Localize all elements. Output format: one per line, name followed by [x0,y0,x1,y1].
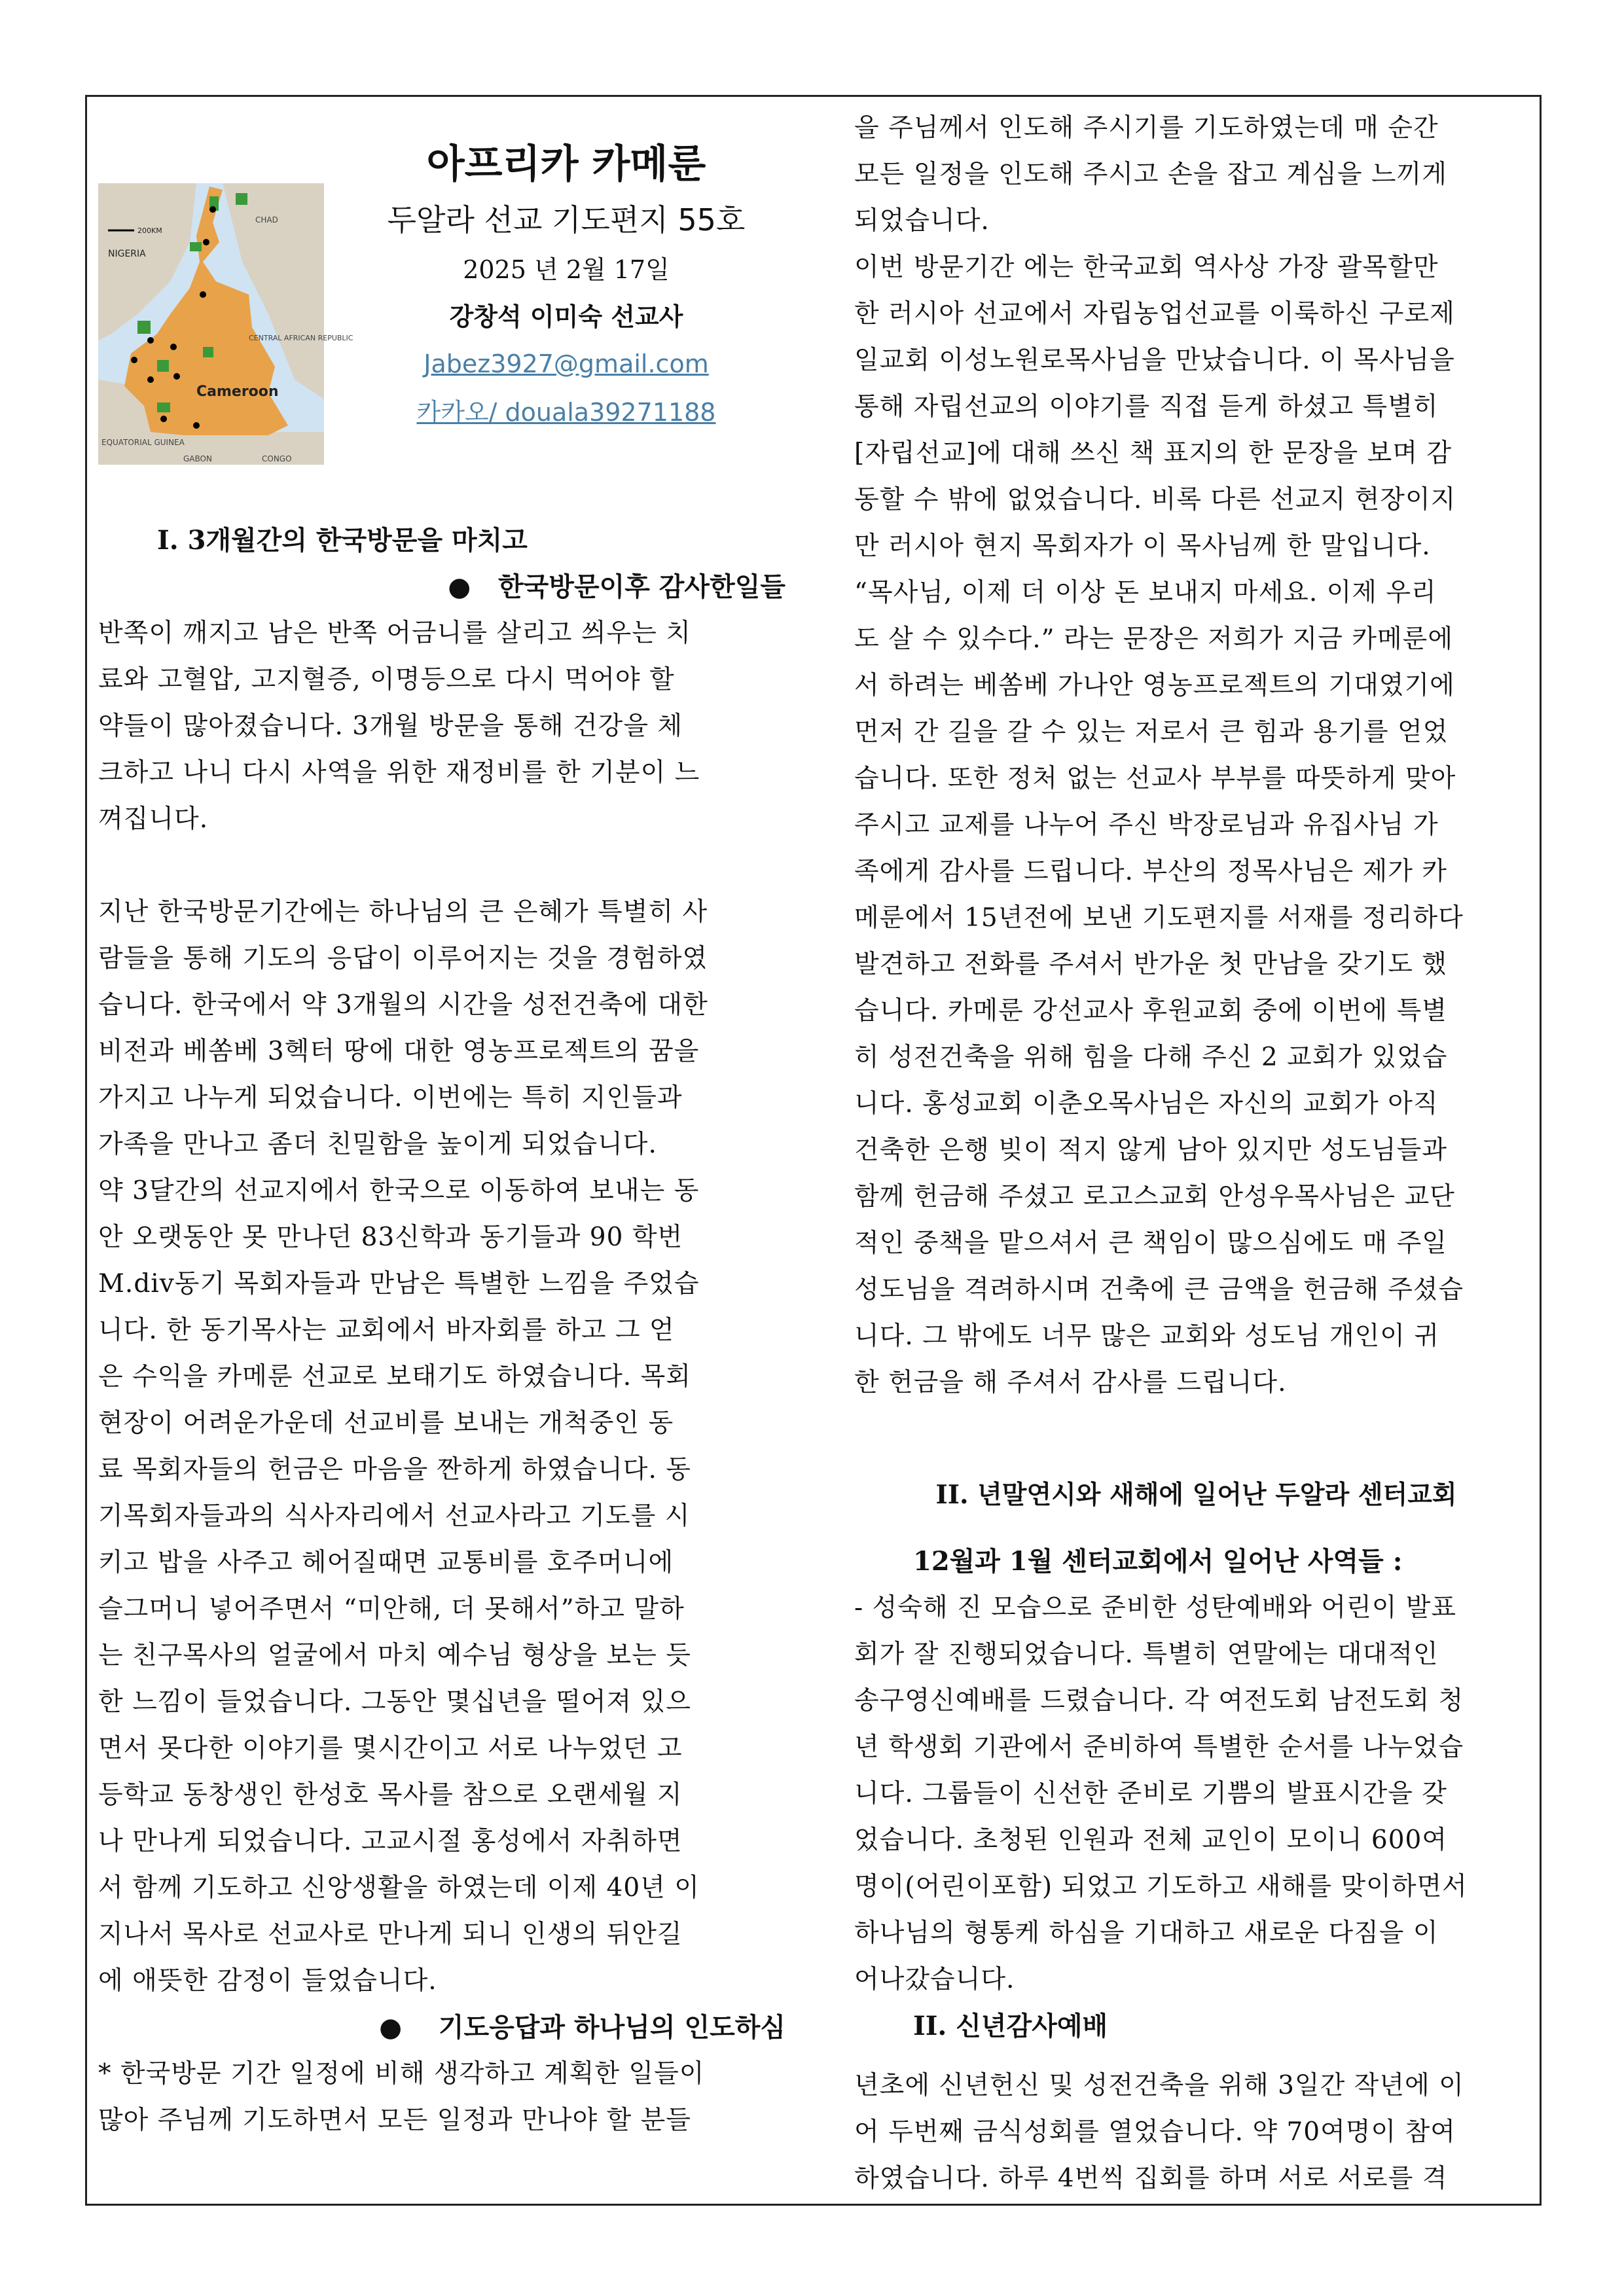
right-para-3 [854,2062,1538,2202]
map-label-scale: 200KM [137,226,162,235]
map-label-chad: CHAD [255,215,278,224]
text-line: 메룬에서 15년전에 보낸 기도편지를 서재를 정리하다 [854,903,1464,933]
text-line: 히 성전건축을 위해 힘을 다해 주신 2 교회가 있었습 [854,1043,1448,1072]
missionary-names: 강창석 이미숙 선교사 [449,302,683,331]
text-line: 을 주님께서 인도해 주시기를 기도하였는데 매 순간 [854,113,1439,143]
bullet-heading-1: ● 한국방문이후 감사한일들 [448,571,785,602]
text-line: 료와 고혈압, 고지혈증, 이명등으로 다시 먹어야 할 [98,665,675,694]
text-line: 약 3달간의 선교지에서 한국으로 이동하여 보내는 동 [98,1176,700,1206]
email-link[interactable]: Jabez3927@gmail.com [424,350,709,378]
right-para-2 [854,1585,1538,2003]
cameroon-map-icon [98,183,353,465]
text-line: 크하고 나니 다시 사역을 위한 재정비를 한 기분이 느 [98,758,700,787]
text-line: 많아 주님께 기도하면서 모든 일정과 만나야 할 분들 [98,2106,691,2135]
left-para-3 [98,2051,785,2144]
text-line: 습니다. 카메룬 강선교사 후원교회 중에 이번에 특별 [854,996,1447,1026]
text-line: 니다. 그 밖에도 너무 많은 교회와 성도님 개인이 귀 [854,1321,1440,1351]
text-line: 등학교 동창생인 한성호 목사를 참으로 오랜세월 지 [98,1780,683,1810]
text-line: 발견하고 전화를 주셔서 반가운 첫 만남을 갖기도 했 [854,950,1447,979]
letter-header [98,95,785,488]
right-para-1 [854,105,1538,1406]
text-line: 회가 잘 진행되었습니다. 특별히 연말에는 대대적인 [854,1640,1439,1669]
text-line: 안 오랫동안 못 만나던 83신학과 동기들과 90 학번 [98,1223,683,1252]
text-line: 지나서 목사로 선교사로 만나게 되니 인생의 뒤안길 [98,1920,683,1949]
letter-subtitle: 두알라 선교 기도편지 55호 [387,202,746,238]
text-line: 약들이 많아졌습니다. 3개월 방문을 통해 건강을 체 [98,711,683,741]
text-line: 어나갔습니다. [854,1965,1015,1994]
text-line: 었습니다. 초청된 인원과 전체 교인이 모이니 600여 [854,1825,1448,1855]
text-line: 가족을 만나고 좀더 친밀함을 높이게 되었습니다. [98,1130,657,1159]
text-line: 적인 중책을 맡으셔서 큰 책임이 많으심에도 매 주일 [854,1229,1447,1258]
bullet-heading-2: ● 기도응답과 하나님의 인도하심 [379,2012,785,2043]
left-para-1 [98,610,785,842]
text-line: * 한국방문 기간 일정에 비해 생각하고 계획한 일들이 [98,2059,705,2089]
text-line: 에 애뜻한 감정이 들었습니다. [98,1966,437,1996]
text-line: 서 하려는 베쏨베 가나안 영농프로젝트의 기대였기에 [854,671,1455,700]
text-line: 니다. 그룹들이 신선한 준비로 기쁨의 발표시간을 갖 [854,1779,1447,1808]
left-para-2 [98,889,785,2004]
text-line: 도 살 수 있수다.” 라는 문장은 저희가 지금 카메룬에 [854,624,1453,654]
text-line: 주시고 교제를 나누어 주신 박장로님과 유집사님 가 [854,810,1439,840]
letter-title: 아프리카 카메룬 [426,141,706,187]
text-line: 동할 수 밖에 없었습니다. 비록 다른 선교지 현장이지 [854,485,1456,514]
text-line: 는 친구목사의 얼굴에서 마치 예수님 형상을 보는 듯 [98,1641,691,1670]
text-line: M.div동기 목회자들과 만남은 특별한 느낌을 주었습 [98,1269,700,1299]
text-line: 년 학생회 기관에서 준비하여 특별한 순서를 나누었습 [854,1732,1464,1762]
text-line: 니다. 한 동기목사는 교회에서 바자회를 하고 그 얻 [98,1316,675,1345]
text-line: 한 러시아 선교에서 자립농업선교를 이룩하신 구로제 [854,299,1455,329]
map-label-congo: CONGO [262,454,292,463]
text-line: 지난 한국방문기간에는 하나님의 큰 은혜가 특별히 사 [98,897,708,927]
text-line: 어 두번째 금식성회를 열었습니다. 약 70여명이 참여 [854,2117,1456,2147]
letter-date: 2025 년 2월 17일 [463,255,670,284]
text-line: 은 수익을 카메룬 선교로 보태기도 하였습니다. 목회 [98,1362,691,1391]
subhead-new-year-service: II. 신년감사예배 [913,2011,1108,2041]
section-2-heading: II. 년말연시와 새해에 일어난 두알라 센터교회 [935,1480,1457,1510]
text-line: 비전과 베쏨베 3헥터 땅에 대한 영농프로젝트의 꿈을 [98,1037,700,1066]
text-line: 서 함께 기도하고 신앙생활을 하였는데 이제 40년 이 [98,1873,700,1903]
text-line: 통해 자립선교의 이야기를 직접 듣게 하셨고 특별히 [854,392,1439,422]
map-label-gabon: GABON [183,454,212,463]
right-column [854,105,1538,2202]
text-line: 반쪽이 깨지고 남은 반쪽 어금니를 살리고 씌우는 치 [98,619,691,648]
text-line: [자립선교]에 대해 쓰신 책 표지의 한 문장을 보며 감 [854,439,1453,468]
text-line: 모든 일정을 인도해 주시고 손을 잡고 계심을 느끼게 [854,160,1447,189]
text-line: 한 느낌이 들었습니다. 그동안 몇십년을 떨어져 있으 [98,1687,691,1717]
text-line: 슬그머니 넣어주면서 “미안해, 더 못해서”하고 말하 [98,1594,685,1624]
bullet-heading-2-text: 기도응답과 하나님의 인도하심 [438,2012,785,2043]
text-line: 습니다. 또한 정처 없는 선교사 부부를 따뜻하게 맞아 [854,764,1456,793]
text-line: 가지고 나누게 되었습니다. 이번에는 특히 지인들과 [98,1083,683,1113]
section-1-heading: I. 3개월간의 한국방문을 마치고 [157,525,528,556]
text-line: 현장이 어려운가운데 선교비를 보내는 개척중인 동 [98,1408,674,1438]
text-line: 되었습니다. [854,206,990,236]
text-line: 람들을 통해 기도의 응답이 이루어지는 것을 경험하였 [98,944,708,973]
text-line: 껴집니다. [98,804,209,834]
map-label-car: CENTRAL AFRICAN REPUBLIC [249,334,353,342]
text-line: 년초에 신년헌신 및 성전건축을 위해 3일간 작년에 이 [854,2071,1464,2100]
text-line: 면서 못다한 이야기를 몇시간이고 서로 나누었던 고 [98,1734,683,1763]
text-line: 일교회 이성노원로목사님을 만났습니다. 이 목사님을 [854,346,1455,375]
text-line: 키고 밥을 사주고 헤어질때면 교통비를 호주머니에 [98,1548,674,1577]
text-line: 료 목회자들의 헌금은 마음을 짠하게 하였습니다. 동 [98,1455,691,1484]
text-line: 니다. 홍성교회 이춘오목사님은 자신의 교회가 아직 [854,1089,1439,1119]
text-line: 만 러시아 현지 목회자가 이 목사님께 한 말입니다. [854,531,1431,561]
text-line: 한 헌금을 해 주셔서 감사를 드립니다. [854,1368,1287,1397]
text-line: 하나님의 형통케 하심을 기대하고 새로운 다짐을 이 [854,1918,1439,1948]
text-line: 하였습니다. 하루 4번씩 집회를 하며 서로 서로를 격 [854,2164,1448,2193]
map-label-eq-guinea: EQUATORIAL GUINEA [101,438,185,447]
text-line: 성도님을 격려하시며 건축에 큰 금액을 헌금해 주셨습 [854,1275,1464,1304]
text-line: - 성숙해 진 모습으로 준비한 성탄예배와 어린이 발표 [854,1593,1457,1623]
left-column [98,517,785,2144]
text-line: “목사님, 이제 더 이상 돈 보내지 마세요. 이제 우리 [854,578,1437,607]
text-line: 함께 헌금해 주셨고 로고스교회 안성우목사님은 교단 [854,1182,1455,1211]
text-line: 습니다. 한국에서 약 3개월의 시간을 성전건축에 대한 [98,990,708,1020]
map-label-country: Cameroon [196,384,279,400]
text-line: 명이(어린이포함) 되었고 기도하고 새해를 맞이하면서 [854,1872,1468,1901]
text-line: 건축한 은행 빚이 적지 않게 남아 있지만 성도님들과 [854,1136,1447,1165]
text-line: 족에게 감사를 드립니다. 부산의 정목사님은 제가 카 [854,857,1447,886]
cameroon-map [98,183,353,465]
text-line: 먼저 간 길을 갈 수 있는 저로서 큰 힘과 용기를 얻었 [854,717,1449,747]
map-label-nigeria: NIGERIA [108,249,146,259]
text-line: 이번 방문기간 에는 한국교회 역사상 가장 괄목할만 [854,253,1439,282]
text-line: 기목회자들과의 식사자리에서 선교사라고 기도를 시 [98,1501,691,1531]
text-line: 나 만나게 되었습니다. 고교시절 홍성에서 자취하면 [98,1827,683,1856]
text-line: 송구영신예배를 드렸습니다. 각 여전도회 남전도회 청 [854,1686,1464,1715]
subhead-december-january: 12월과 1월 센터교회에서 일어난 사역들 : [913,1546,1403,1577]
bullet-heading-1-text: 한국방문이후 감사한일들 [498,571,785,602]
kakao-link[interactable]: 카카오/ douala39271188 [416,398,716,427]
title-block [340,134,792,437]
